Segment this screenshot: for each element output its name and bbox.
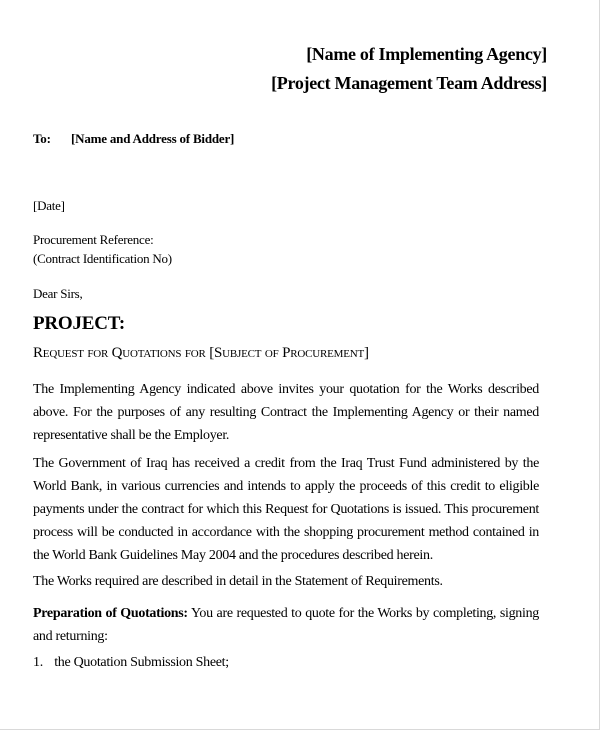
salutation: Dear Sirs, (33, 286, 83, 301)
team-address: [Project Management Team Address] (271, 73, 547, 93)
paragraph-invitation: The Implementing Agency indicated above invites your quotation for the Works described above. For the purposes of any resulting Contract the Implementing Agency or their named representative shall be the Employer. (33, 382, 539, 443)
letter-header (271, 40, 547, 98)
recipient-line (33, 131, 234, 147)
agency-name: [Name of Implementing Agency] (306, 44, 547, 64)
preparation-label: Preparation of Quotations: (33, 606, 188, 621)
list-item (33, 655, 229, 671)
date-field: [Date] (33, 198, 65, 213)
paragraph-preparation (33, 602, 539, 648)
list-item-number: 1. (33, 655, 43, 670)
preparation-text: You are requested to quote for the Works by completing, signing and returning: (33, 606, 540, 644)
project-heading: PROJECT: (33, 313, 125, 334)
contract-identification: (Contract Identification No) (33, 251, 172, 266)
procurement-reference-label: Procurement Reference: (33, 232, 154, 247)
rfq-heading: Request for Quotations for [Subject of Procurement] (33, 345, 369, 361)
paragraph-works: The Works required are described in detail in the Statement of Requirements. (33, 574, 443, 589)
to-label: To: (33, 131, 51, 146)
list-item-text: the Quotation Submission Sheet; (54, 655, 229, 670)
bidder-name-address: [Name and Address of Bidder] (71, 131, 235, 146)
paragraph-funding: The Government of Iraq has received a credit from the Iraq Trust Fund administered by the World Bank, in various currencies and intends to apply the proceeds of this credit to eligible payments under the contract for which this Request for Quotations is issued. This procurement process will be conducted in accordance with the shopping procurement method contained in the World Bank Guidelines May 2004 and the procedures described herein. (33, 456, 539, 563)
